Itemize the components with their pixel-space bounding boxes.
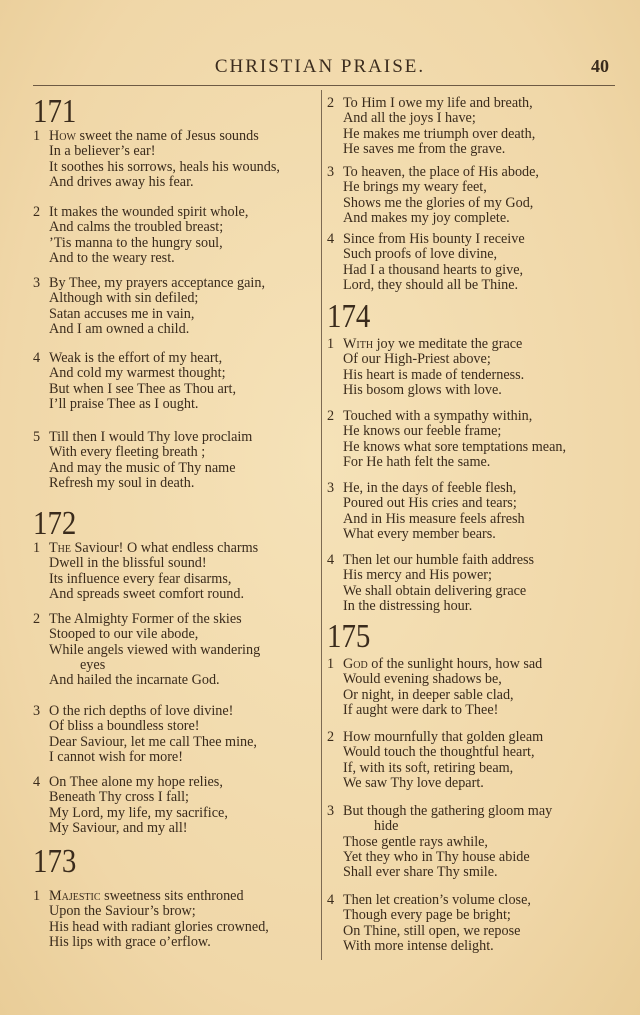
stanza	[33, 205, 248, 266]
line-text: Would touch the thoughtful heart,	[343, 744, 535, 761]
line-text: And drives away his fear.	[49, 173, 194, 190]
line-text: Shows me the glories of my God,	[343, 194, 534, 211]
verse-number: 2	[327, 408, 335, 424]
verse-line	[33, 719, 257, 734]
line-text: While angels viewed with wandering	[49, 641, 261, 658]
verse-line	[327, 196, 539, 211]
line-text: Or night, in deeper sable clad,	[343, 686, 514, 703]
line-text: He, in the days of feeble flesh,	[343, 480, 517, 496]
line-text: hide	[374, 818, 399, 835]
verse-number: 4	[327, 892, 335, 908]
line-text: Then let our humble faith address	[343, 552, 535, 568]
stanza	[327, 337, 524, 398]
line-text: Then let creation’s volume close,	[343, 892, 531, 908]
line-text: And hailed the incarnate God.	[49, 672, 220, 689]
verse-line	[33, 612, 260, 627]
verse-line	[327, 263, 525, 278]
verse-line	[327, 893, 531, 908]
verse-line	[327, 703, 542, 718]
stanza	[327, 232, 525, 293]
stanza	[327, 553, 534, 614]
line-text: His head with radiant glories crowned,	[49, 918, 269, 935]
line-text: And may the music of Thy name	[49, 459, 236, 476]
verse-line	[327, 776, 543, 791]
line-text: And in His measure feels afresh	[343, 510, 525, 527]
stanza	[33, 129, 280, 190]
verse-line	[33, 572, 258, 587]
verse-number: 2	[33, 204, 41, 220]
verse-line	[33, 627, 260, 642]
verse-line	[33, 276, 265, 291]
line-text: Beneath Thy cross I fall;	[49, 789, 189, 806]
page-number: 40	[591, 56, 609, 76]
verse-line	[33, 220, 248, 235]
verse-line	[33, 935, 269, 950]
line-text: Of bliss a boundless store!	[49, 718, 200, 735]
verse-number: 3	[33, 275, 41, 291]
hymn-number: 173	[33, 843, 77, 880]
verse-number: 1	[327, 656, 335, 672]
line-text: Such proofs of love divine,	[343, 246, 498, 263]
verse-line	[327, 111, 535, 126]
line-text: Its influence every fear disarms,	[49, 570, 232, 587]
line-text: His heart is made of tenderness.	[343, 366, 525, 383]
verse-line	[327, 672, 542, 687]
verse-line	[33, 160, 280, 175]
verse-line	[327, 424, 566, 439]
line-text: I’ll praise Thee as I ought.	[49, 395, 199, 412]
verse-line	[33, 129, 280, 144]
line-text: With every fleeting breath ;	[49, 444, 206, 461]
verse-line	[33, 821, 228, 836]
line-text: Since from His bounty I receive	[343, 231, 525, 247]
verse-number: 2	[33, 611, 41, 627]
verse-number: 4	[327, 231, 335, 247]
line-text: Satan accuses me in vain,	[49, 305, 195, 322]
line-text: Touched with a sympathy within,	[343, 408, 533, 424]
line-text: And to the weary rest.	[49, 249, 175, 266]
verse-line	[327, 127, 535, 142]
line-text: Would evening shadows be,	[343, 671, 502, 688]
verse-line	[327, 180, 539, 195]
line-text: If, with its soft, retiring beam,	[343, 759, 514, 776]
verse-line	[327, 165, 539, 180]
stanza	[327, 96, 535, 157]
verse-number: 3	[327, 480, 335, 496]
verse-line	[33, 658, 260, 673]
verse-line	[33, 790, 228, 805]
verse-line	[33, 291, 265, 306]
verse-line	[327, 527, 525, 542]
verse-line	[33, 775, 228, 790]
verse-number: 2	[327, 729, 335, 745]
line-text: sweetness sits enthroned	[100, 888, 244, 904]
line-text: He brings my weary feet,	[343, 179, 487, 196]
stanza	[33, 612, 260, 688]
verse-number: 5	[33, 429, 41, 445]
line-text: In the distressing hour.	[343, 597, 473, 614]
header-rule	[33, 85, 615, 86]
stanza	[327, 804, 552, 880]
verse-line	[33, 587, 258, 602]
small-caps-lead-word: God	[343, 656, 368, 672]
verse-line	[33, 175, 280, 190]
line-text: Although with sin defiled;	[49, 290, 199, 307]
stanza	[327, 657, 542, 718]
verse-line	[327, 865, 552, 880]
verse-number: 1	[33, 128, 41, 144]
verse-line	[327, 409, 566, 424]
stanza	[327, 409, 566, 470]
line-text: If aught were dark to Thee!	[343, 701, 499, 718]
verse-line	[33, 704, 257, 719]
line-text: My Lord, my life, my sacrifice,	[49, 804, 228, 821]
line-text: joy we meditate the grace	[373, 336, 523, 352]
small-caps-lead-word: How	[49, 128, 76, 144]
verse-line	[33, 351, 236, 366]
verse-line	[327, 278, 525, 293]
verse-line	[327, 96, 535, 111]
line-text: In a believer’s ear!	[49, 143, 156, 160]
verse-line	[33, 541, 258, 556]
verse-line	[327, 337, 524, 352]
verse-number: 1	[327, 336, 335, 352]
line-text: He saves me from the grave.	[343, 140, 506, 157]
line-text: On Thine, still open, we repose	[343, 922, 521, 939]
stanza	[33, 704, 257, 765]
verse-line	[327, 584, 534, 599]
verse-line	[33, 430, 252, 445]
verse-line	[33, 307, 265, 322]
verse-line	[327, 599, 534, 614]
line-text: He knows our feeble frame;	[343, 423, 502, 440]
verse-number: 2	[327, 95, 335, 111]
stanza	[33, 351, 236, 412]
line-text: Weak is the effort of my heart,	[49, 350, 223, 366]
line-text: Upon the Saviour’s brow;	[49, 903, 196, 920]
line-text: And spreads sweet comfort round.	[49, 585, 245, 602]
line-text: Stooped to our vile abode,	[49, 626, 199, 643]
line-text: He makes me triumph over death,	[343, 125, 536, 142]
verse-line	[33, 920, 269, 935]
verse-line	[327, 939, 531, 954]
line-text: But when I see Thee as Thou art,	[49, 380, 237, 397]
verse-number: 1	[33, 888, 41, 904]
verse-line	[327, 657, 542, 672]
verse-line	[33, 251, 248, 266]
verse-number: 4	[33, 350, 41, 366]
line-text: By Thee, my prayers acceptance gain,	[49, 275, 265, 291]
line-text: eyes	[80, 656, 106, 673]
line-text: Dwell in the blissful sound!	[49, 555, 207, 572]
verse-line	[327, 908, 531, 923]
verse-line	[327, 352, 524, 367]
hymn-number: 172	[33, 505, 77, 542]
line-text: I cannot wish for more!	[49, 748, 183, 765]
line-text: And calms the troubled breast;	[49, 219, 224, 236]
verse-number: 4	[33, 774, 41, 790]
line-text: Had I a thousand hearts to give,	[343, 261, 524, 278]
line-text: Of our High-Priest above;	[343, 351, 491, 368]
verse-line	[33, 461, 252, 476]
verse-line	[327, 512, 525, 527]
stanza	[327, 893, 531, 954]
verse-line	[327, 211, 539, 226]
stanza	[33, 276, 265, 337]
line-text: How mournfully that golden gleam	[343, 729, 544, 745]
small-caps-lead-word: The	[49, 540, 71, 556]
verse-line	[327, 496, 525, 511]
verse-line	[33, 643, 260, 658]
verse-line	[33, 556, 258, 571]
verse-line	[327, 819, 552, 834]
line-text: His lips with grace o’erflow.	[49, 933, 211, 950]
line-text: His mercy and His power;	[343, 567, 492, 584]
line-text: What every member bears.	[343, 525, 496, 542]
line-text: To heaven, the place of His abode,	[343, 164, 539, 180]
line-text: His bosom glows with love.	[343, 381, 502, 398]
verse-line	[327, 142, 535, 157]
verse-line	[33, 904, 269, 919]
line-text: Lord, they should all be Thine.	[343, 276, 519, 293]
verse-line	[33, 889, 269, 904]
verse-line	[327, 440, 566, 455]
verse-line	[327, 804, 552, 819]
line-text: Till then I would Thy love proclaim	[49, 429, 253, 445]
verse-line	[327, 688, 542, 703]
verse-line	[33, 382, 236, 397]
line-text: Dear Saviour, let me call Thee mine,	[49, 733, 257, 750]
line-text: Poured out His cries and tears;	[343, 495, 517, 512]
verse-line	[33, 806, 228, 821]
verse-line	[33, 366, 236, 381]
verse-line	[33, 397, 236, 412]
hymn-number: 171	[33, 93, 77, 130]
verse-line	[327, 835, 552, 850]
verse-line	[327, 850, 552, 865]
verse-number: 3	[33, 703, 41, 719]
hymn-number: 174	[327, 298, 371, 335]
verse-line	[327, 455, 566, 470]
verse-line	[327, 232, 525, 247]
verse-line	[327, 745, 543, 760]
line-text: For He hath felt the same.	[343, 453, 491, 470]
verse-line	[327, 924, 531, 939]
verse-line	[33, 322, 265, 337]
verse-number: 3	[327, 803, 335, 819]
verse-line	[327, 553, 534, 568]
line-text: Yet they who in Thy house abide	[343, 848, 530, 865]
stanza	[33, 775, 228, 836]
line-text: The Almighty Former of the skies	[49, 611, 242, 627]
line-text: With more intense delight.	[343, 937, 494, 954]
line-text: O the rich depths of love divine!	[49, 703, 234, 719]
line-text: sweet the name of Jesus sounds	[75, 128, 259, 144]
verse-line	[33, 236, 248, 251]
verse-line	[33, 735, 257, 750]
verse-line	[33, 205, 248, 220]
small-caps-lead-word: With	[343, 336, 374, 352]
line-text: And makes my joy complete.	[343, 209, 510, 226]
verse-line	[327, 368, 524, 383]
line-text: He knows what sore temptations mean,	[343, 438, 567, 455]
stanza	[327, 481, 525, 542]
stanza	[327, 165, 539, 226]
line-text: Shall ever share Thy smile.	[343, 864, 498, 881]
verse-line	[327, 730, 543, 745]
verse-line	[327, 761, 543, 776]
stanza	[33, 889, 269, 950]
verse-line	[33, 476, 252, 491]
verse-number: 1	[33, 540, 41, 556]
small-caps-lead-word: Majestic	[49, 888, 101, 904]
verse-line	[33, 144, 280, 159]
line-text: And all the joys I have;	[343, 110, 476, 127]
line-text: It makes the wounded spirit whole,	[49, 204, 249, 220]
line-text: On Thee alone my hope relies,	[49, 774, 223, 790]
line-text: ’Tis manna to the hungry soul,	[49, 234, 223, 251]
verse-line	[33, 750, 257, 765]
line-text: My Saviour, and my all!	[49, 819, 188, 836]
verse-line	[327, 247, 525, 262]
line-text: Saviour! O what endless charms	[71, 540, 259, 556]
line-text: We saw Thy love depart.	[343, 774, 484, 791]
verse-number: 4	[327, 552, 335, 568]
line-text: Refresh my soul in death.	[49, 474, 195, 491]
verse-line	[327, 568, 534, 583]
line-text: And I am owned a child.	[49, 320, 190, 337]
stanza	[33, 430, 252, 491]
line-text: of the sunlight hours, how sad	[367, 656, 543, 672]
column-divider	[321, 90, 322, 960]
line-text: But though the gathering gloom may	[343, 803, 553, 819]
verse-line	[33, 673, 260, 688]
line-text: To Him I owe my life and breath,	[343, 95, 533, 111]
line-text: It soothes his sorrows, heals his wounds,	[49, 158, 280, 175]
running-header: CHRISTIAN PRAISE.	[214, 56, 426, 77]
verse-number: 3	[327, 164, 335, 180]
verse-line	[33, 445, 252, 460]
hymn-number: 175	[327, 618, 371, 655]
line-text: And cold my warmest thought;	[49, 365, 226, 382]
line-text: We shall obtain delivering grace	[343, 582, 527, 599]
verse-line	[327, 481, 525, 496]
line-text: Those gentle rays awhile,	[343, 833, 488, 850]
stanza	[33, 541, 258, 602]
line-text: Though every page be bright;	[343, 907, 511, 924]
verse-line	[327, 383, 524, 398]
stanza	[327, 730, 543, 791]
